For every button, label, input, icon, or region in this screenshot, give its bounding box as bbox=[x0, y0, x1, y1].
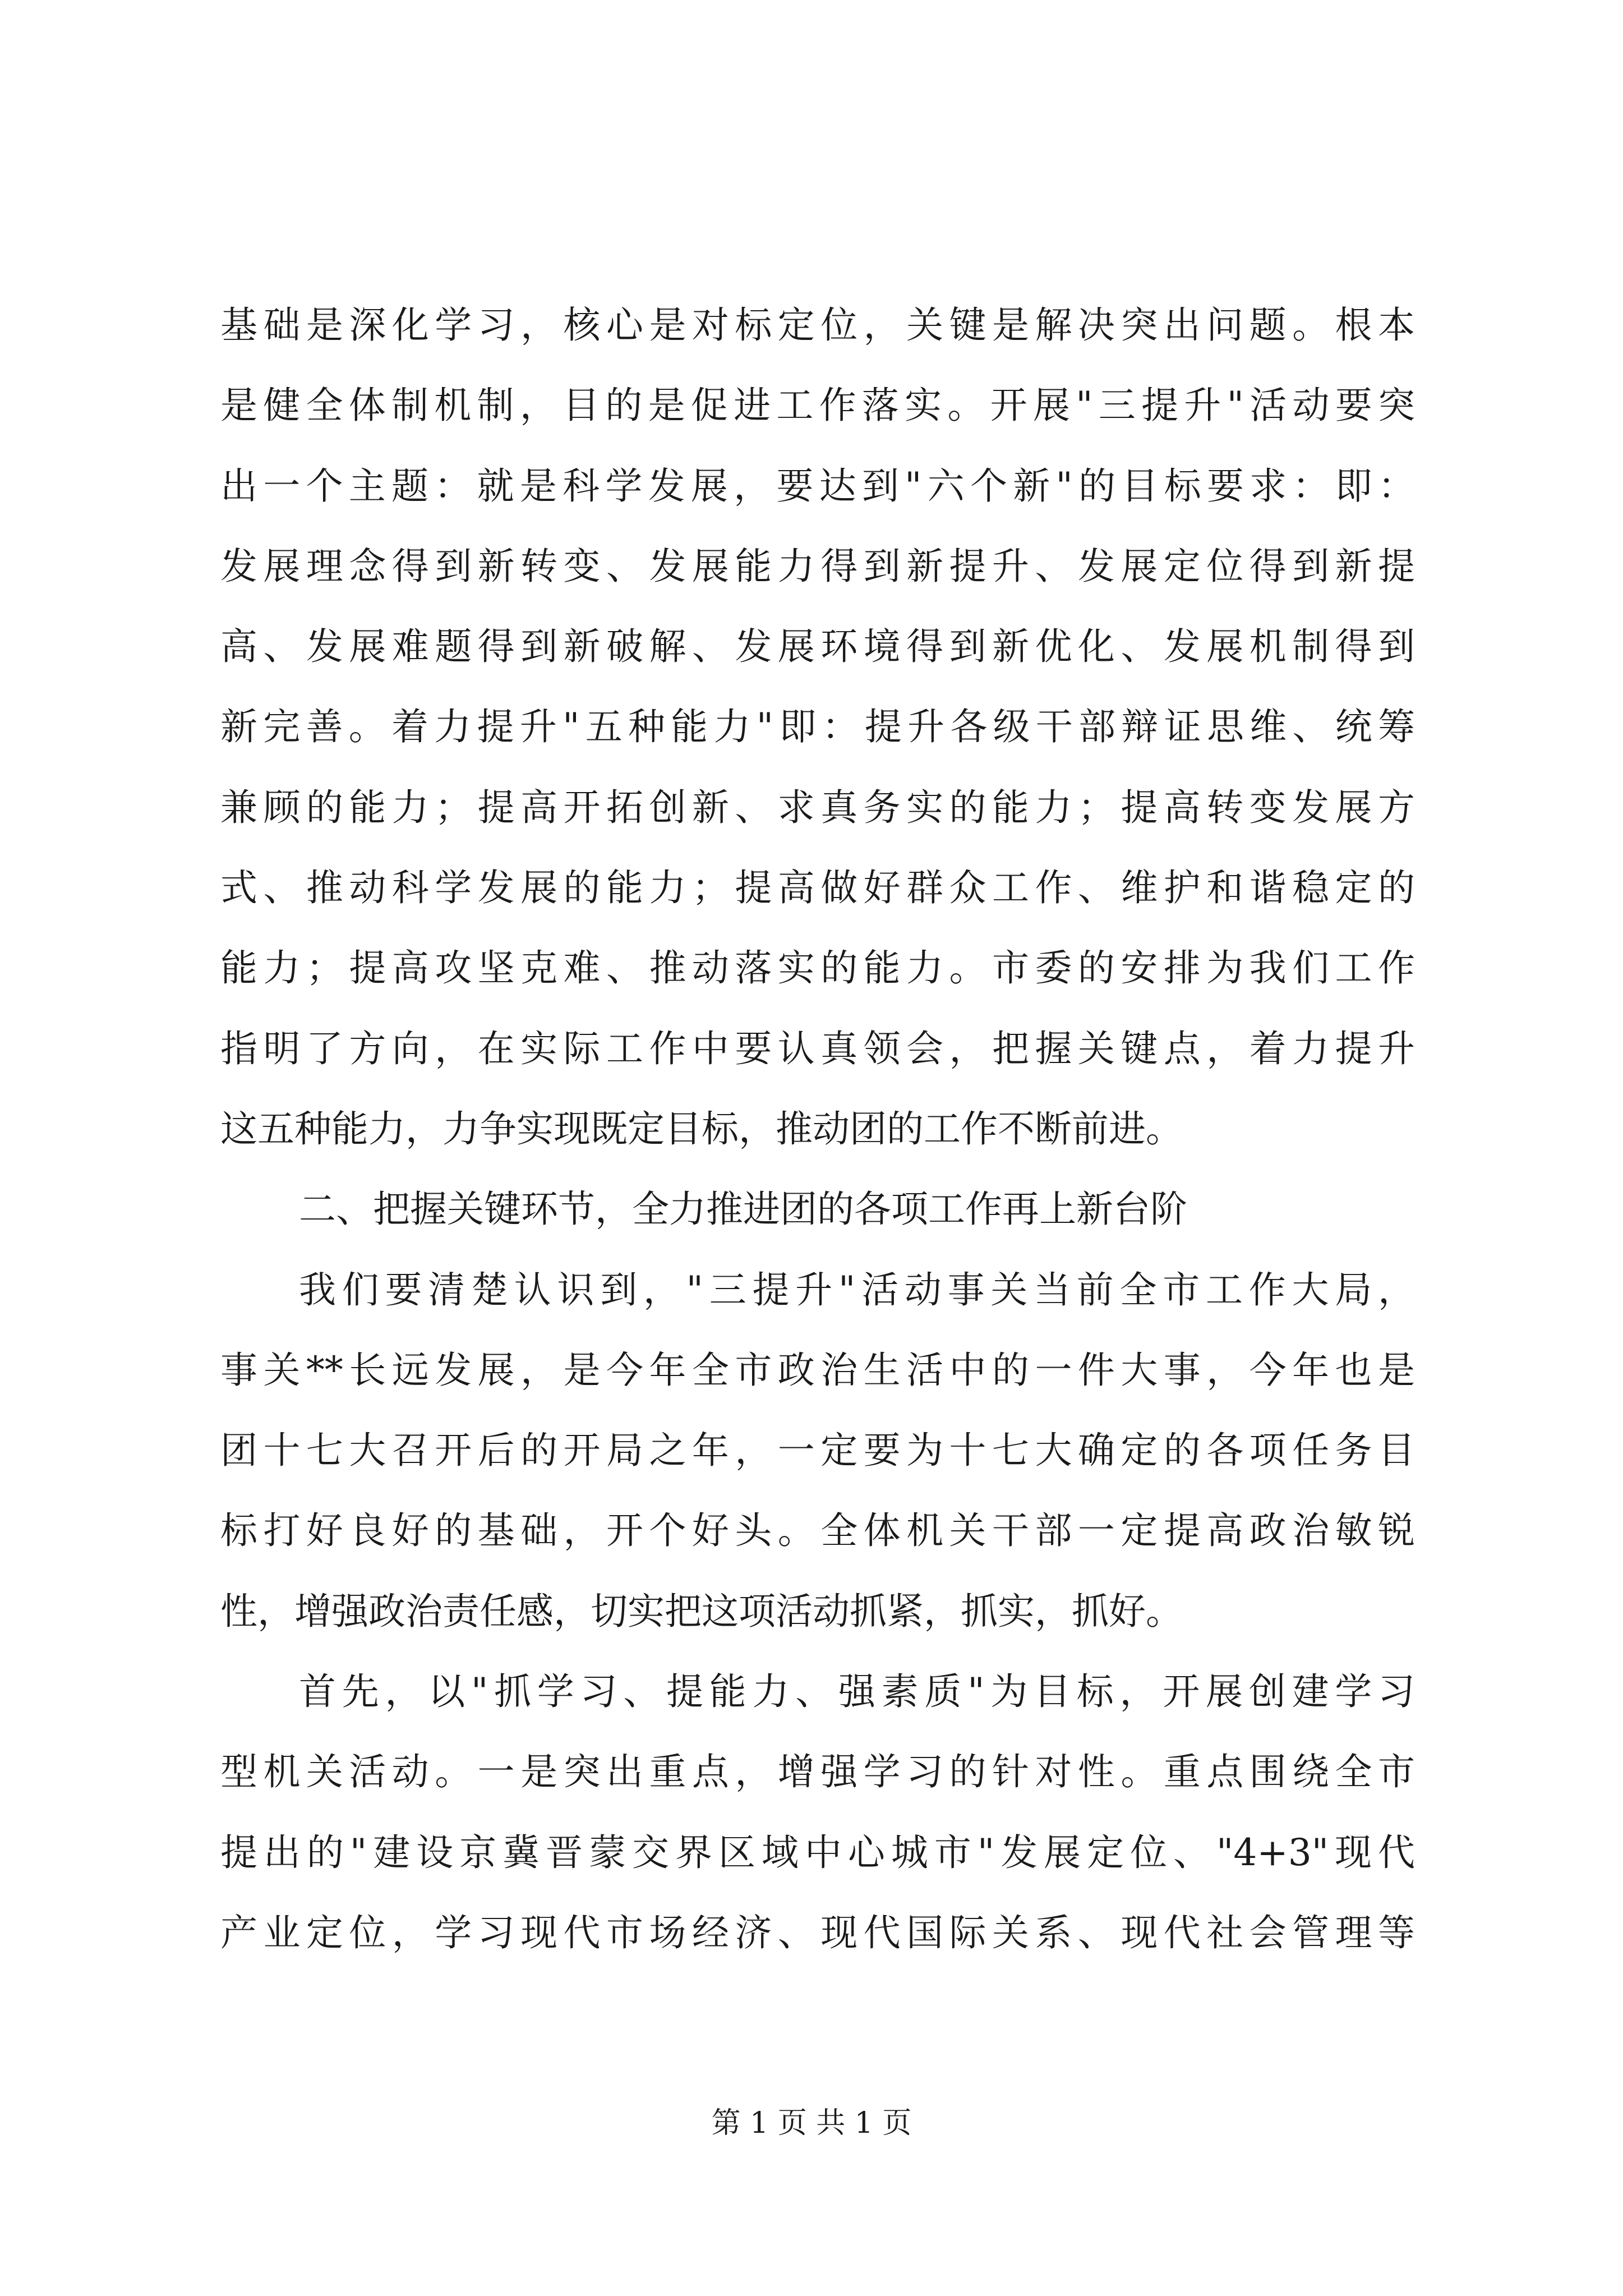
page-number-footer: 第 1 页 共 1 页 bbox=[711, 2106, 912, 2140]
text-line: 新完善。着力提升"五种能力"即：提升各级干部辩证思维、统筹 bbox=[220, 705, 1415, 749]
text-line: 事关**长远发展，是今年全市政治生活中的一件大事，今年也是 bbox=[220, 1348, 1415, 1392]
section-heading: 二、把握关键环节，全力推进团的各项工作再上新台阶 bbox=[299, 1188, 1187, 1231]
text-line: 基础是深化学习，核心是对标定位，关键是解决突出问题。根本 bbox=[220, 303, 1415, 347]
text-line: 出一个主题：就是科学发展，要达到"六个新"的目标要求：即： bbox=[220, 464, 1415, 508]
text-line: 指明了方向，在实际工作中要认真领会，把握关键点，着力提升 bbox=[220, 1027, 1415, 1070]
text-line: 兼顾的能力；提高开拓创新、求真务实的能力；提高转变发展方 bbox=[220, 785, 1415, 829]
text-line: 我们要清楚认识到，"三提升"活动事关当前全市工作大局， bbox=[299, 1268, 1415, 1312]
text-line: 发展理念得到新转变、发展能力得到新提升、发展定位得到新提 bbox=[220, 544, 1415, 588]
text-line: 式、推动科学发展的能力；提高做好群众工作、维护和谐稳定的 bbox=[220, 866, 1415, 910]
text-line: 标打好良好的基础，开个好头。全体机关干部一定提高政治敏锐 bbox=[220, 1509, 1415, 1553]
text-line: 提出的"建设京冀晋蒙交界区域中心城市"发展定位、"4+3"现代 bbox=[220, 1830, 1415, 1874]
text-line: 型机关活动。一是突出重点，增强学习的针对性。重点围绕全市 bbox=[220, 1750, 1415, 1794]
text-line: 首先，以"抓学习、提能力、强素质"为目标，开展创建学习 bbox=[299, 1670, 1415, 1714]
text-line: 能力；提高攻坚克难、推动落实的能力。市委的安排为我们工作 bbox=[220, 946, 1415, 990]
text-line: 这五种能力，力争实现既定目标，推动团的工作不断前进。 bbox=[220, 1107, 1183, 1151]
text-line: 产业定位，学习现代市场经济、现代国际关系、现代社会管理等 bbox=[220, 1911, 1415, 1954]
text-line: 是健全体制机制，目的是促进工作落实。开展"三提升"活动要突 bbox=[220, 384, 1415, 427]
text-line: 性，增强政治责任感，切实把这项活动抓紧，抓实，抓好。 bbox=[220, 1589, 1183, 1633]
text-line: 团十七大召开后的开局之年，一定要为十七大确定的各项任务目 bbox=[220, 1429, 1415, 1473]
document-body bbox=[220, 285, 1415, 1973]
text-line: 高、发展难题得到新破解、发展环境得到新优化、发展机制得到 bbox=[220, 625, 1415, 669]
